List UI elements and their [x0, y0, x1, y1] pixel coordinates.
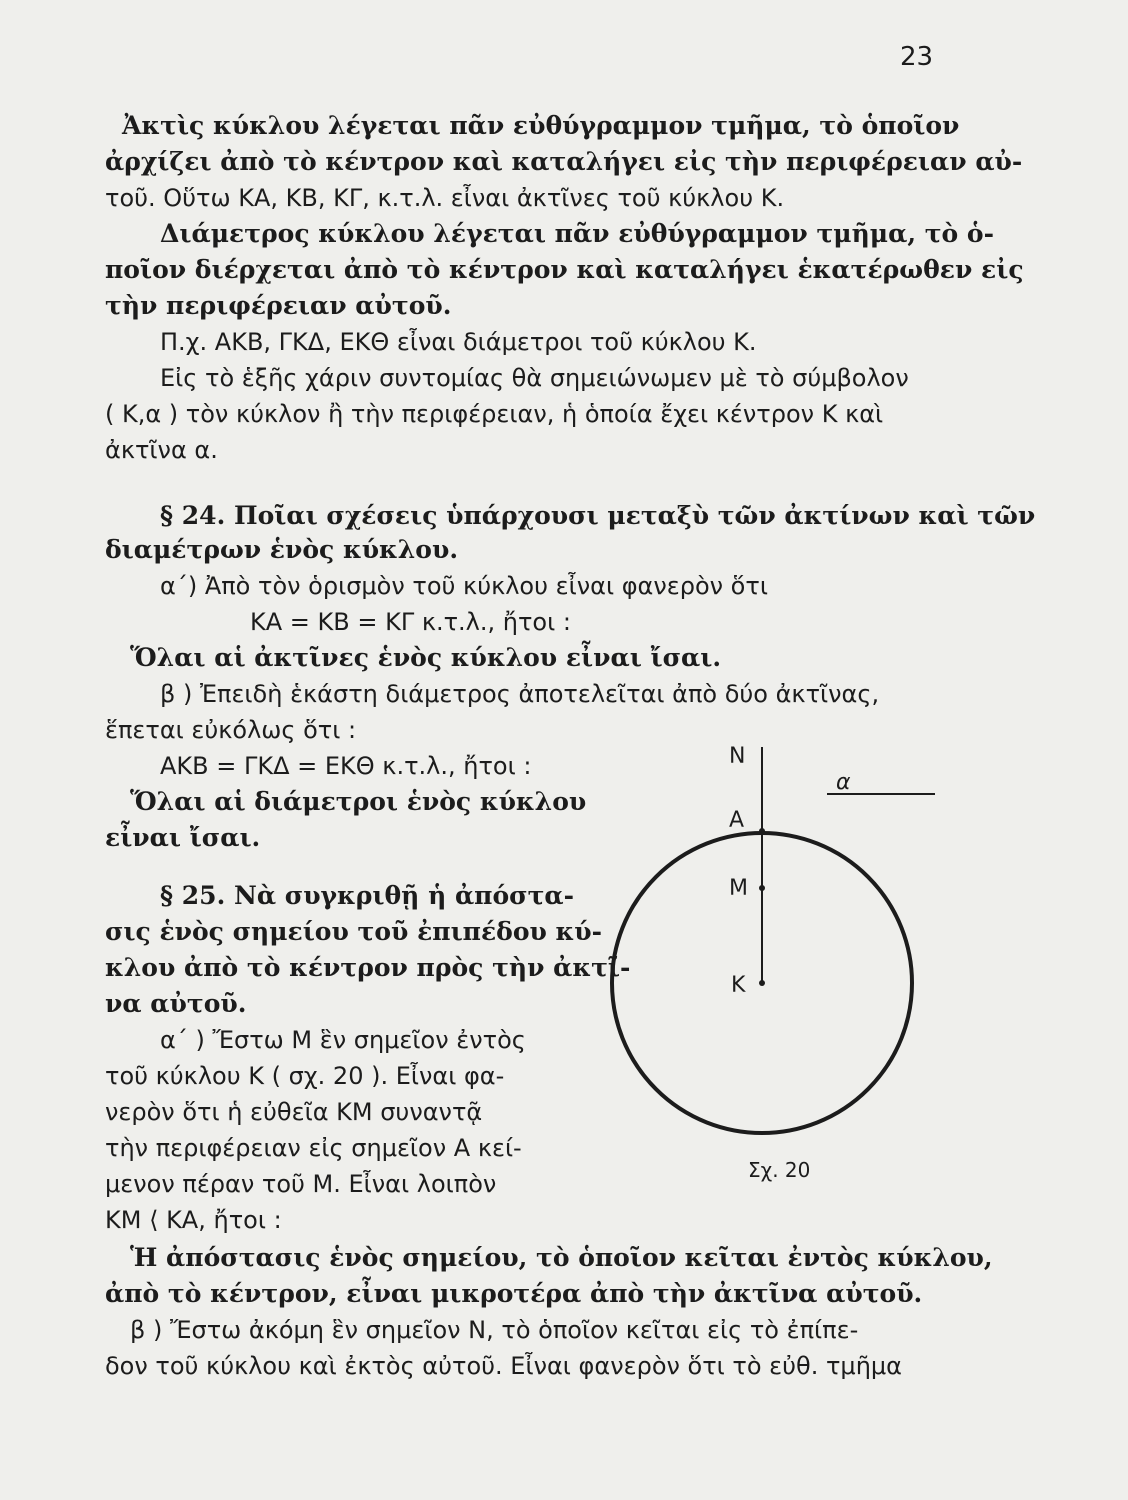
diameter-definition-line-1: Διάμετρος κύκλου λέγεται πᾶν εὐθύγραμμον τμῆμα, τὸ ὁ- — [160, 219, 994, 248]
section-24-a: α΄) Ἀπὸ τὸν ὁρισμὸν τοῦ κύκλου εἶναι φανερὸν ὅτι — [160, 572, 768, 600]
diameter-example: Π.χ. ΑΚΒ, ΓΚΔ, ΕΚΘ εἶναι διάμετροι τοῦ κύκλου Κ. — [160, 328, 757, 356]
notation-line-3: ἀκτῖνα α. — [105, 436, 218, 464]
point-m — [759, 885, 765, 891]
label-m: Μ — [729, 876, 748, 901]
figure-20 — [580, 735, 950, 1190]
notation-line-1: Εἰς τὸ ἑξῆς χάριν συντομίας θὰ σημειώνωμεν μὲ τὸ σύμβολον — [160, 364, 909, 392]
point-a — [759, 828, 765, 834]
figure-caption: Σχ. 20 — [748, 1158, 811, 1182]
label-n: Ν — [729, 744, 746, 769]
section-25-a-line-2: τοῦ κύκλου Κ ( σχ. 20 ). Εἶναι φα- — [105, 1062, 505, 1090]
section-24-b-line-2: ἕπεται εὐκόλως ὅτι : — [105, 716, 357, 744]
label-a: Α — [729, 808, 745, 833]
section-25-title-line-3: κλου ἀπὸ τὸ κέντρον πρὸς τὴν ἀκτῖ- — [105, 953, 631, 982]
section-25-a-line-1: α΄ ) Ἔστω Μ ἓν σημεῖον ἐντὸς — [160, 1026, 526, 1054]
section-25-title-line-4: να αὐτοῦ. — [105, 989, 247, 1018]
section-25-b-line-2: δον τοῦ κύκλου καὶ ἐκτὸς αὐτοῦ. Εἶναι φανερὸν ὅτι τὸ εὐθ. τμῆμα — [105, 1352, 903, 1380]
diameter-definition-line-3: τὴν περιφέρειαν αὐτοῦ. — [105, 291, 452, 320]
notation-line-2: ( Κ,α ) τὸν κύκλον ἢ τὴν περιφέρειαν, ἡ ὁποία ἔχει κέντρον Κ καὶ — [105, 400, 884, 428]
section-25-a-conclusion-line-1: Ἡ ἀπόστασις ἑνὸς σημείου, τὸ ὁποῖον κεῖται ἐντὸς κύκλου, — [130, 1243, 993, 1272]
section-24-b-conclusion-line-2: εἶναι ἴσαι. — [105, 823, 261, 852]
section-25-b-line-1: β ) Ἔστω ἀκόμη ἓν σημεῖον Ν, τὸ ὁποῖον κεῖται εἰς τὸ ἐπίπε- — [130, 1316, 859, 1344]
section-25-title-line-1: § 25. Νὰ συγκριθῇ ἡ ἀπόστα- — [160, 881, 575, 910]
diameter-definition-line-2: ποῖον διέρχεται ἀπὸ τὸ κέντρον καὶ καταλήγει ἑκατέρωθεν εἰς — [105, 255, 1024, 284]
section-24-a-conclusion: Ὅλαι αἱ ἀκτῖνες ἑνὸς κύκλου εἶναι ἴσαι. — [130, 643, 722, 672]
radius-definition-line-3: τοῦ. Οὕτω ΚΑ, ΚΒ, ΚΓ, κ.τ.λ. εἶναι ἀκτῖνες τοῦ κύκλου Κ. — [105, 184, 785, 212]
section-24-b-equation: ΑΚΒ = ΓΚΔ = ΕΚΘ κ.τ.λ., ἤτοι : — [160, 752, 532, 780]
radius-definition-line-2: ἀρχίζει ἀπὸ τὸ κέντρον καὶ καταλήγει εἰς τὴν περιφέρειαν αὐ- — [105, 147, 1023, 176]
label-k: Κ — [731, 973, 746, 998]
section-25-a-line-4: τὴν περιφέρειαν εἰς σημεῖον Α κεί- — [105, 1134, 522, 1162]
section-24-b-conclusion-line-1: Ὅλαι αἱ διάμετροι ἑνὸς κύκλου — [130, 787, 587, 816]
section-24-a-equation: ΚΑ = ΚΒ = ΚΓ κ.τ.λ., ἤτοι : — [250, 608, 571, 636]
section-25-a-line-5: μενον πέραν τοῦ Μ. Εἶναι λοιπὸν — [105, 1170, 497, 1198]
section-24-title-line-1: § 24. Ποῖαι σχέσεις ὑπάρχουσι μεταξὺ τῶν ἀκτίνων καὶ τῶν — [160, 501, 1036, 530]
radius-definition-line-1: Ἀκτὶς κύκλου λέγεται πᾶν εὐθύγραμμον τμῆμα, τὸ ὁποῖον — [122, 111, 960, 140]
section-25-title-line-2: σις ἑνὸς σημείου τοῦ ἐπιπέδου κύ- — [105, 917, 603, 946]
section-24-b-line-1: β ) Ἐπειδὴ ἑκάστη διάμετρος ἀποτελεῖται ἀπὸ δύο ἀκτῖνας, — [160, 680, 880, 708]
label-alpha: α — [836, 770, 851, 795]
section-25-a-line-6: ΚΜ ⟨ ΚΑ, ἤτοι : — [105, 1206, 282, 1234]
point-k — [759, 980, 765, 986]
section-25-a-conclusion-line-2: ἀπὸ τὸ κέντρον, εἶναι μικροτέρα ἀπὸ τὴν ἀκτῖνα αὐτοῦ. — [105, 1279, 923, 1308]
page-number: 23 — [900, 42, 934, 72]
section-25-a-line-3: νερὸν ὅτι ἡ εὐθεῖα ΚΜ συναντᾷ — [105, 1098, 483, 1126]
section-24-title-line-2: διαμέτρων ἑνὸς κύκλου. — [105, 535, 459, 564]
